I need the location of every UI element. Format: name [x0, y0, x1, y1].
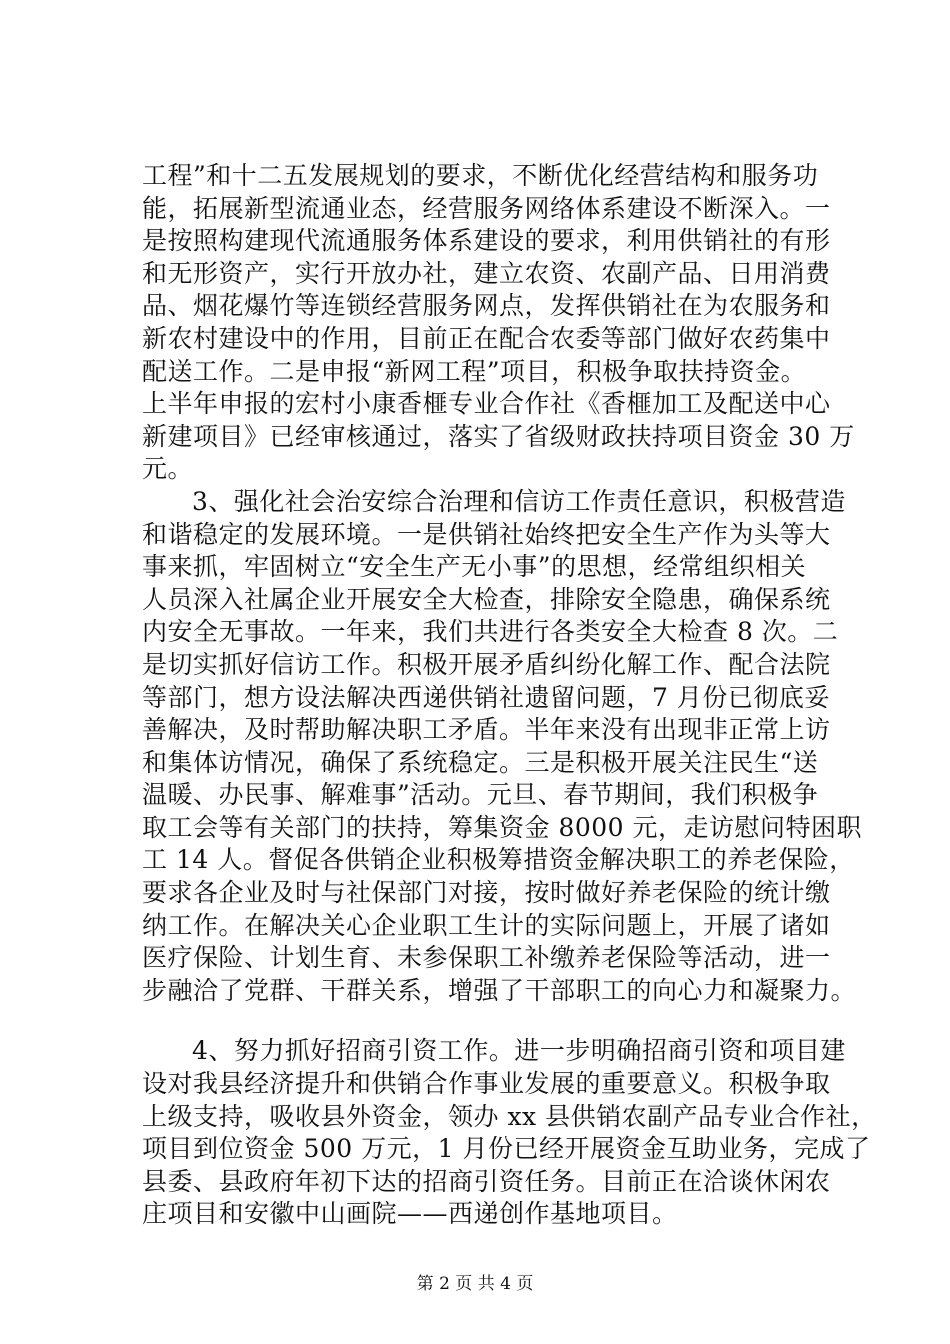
text-line: 步融洽了党群、干群关系，增强了干部职工的向心力和凝聚力。 [142, 975, 857, 1005]
text-line: 取工会等有关部门的扶持，筹集资金 8000 元，走访慰问特困职 [142, 812, 863, 842]
text-line: 4、努力抓好招商引资工作。进一步明确招商引资和项目建 [192, 1036, 846, 1066]
text-line: 县委、县政府年初下达的招商引资任务。目前正在洽谈休闲农 [142, 1166, 831, 1196]
text-line: 温暖、办民事、解难事”活动。元旦、春节期间，我们积极争 [142, 780, 819, 810]
text-line: 纳工作。在解决关心企业职工生计的实际问题上，开展了诸如 [142, 910, 831, 940]
text-line: 设对我县经济提升和供销合作事业发展的重要意义。积极争取 [142, 1069, 831, 1099]
text-line: 医疗保险、计划生育、未参保职工补缴养老保险等活动，进一 [142, 943, 831, 973]
text-line: 项目到位资金 500 万元，1 月份已经开展资金互助业务，完成了 [142, 1134, 871, 1164]
paragraph-2-continued [142, 160, 855, 486]
text-line: 等部门，想方设法解决西递供销社遗留问题，7 月份已彻底妥 [142, 682, 830, 712]
text-line: 事来抓，牢固树立“安全生产无小事”的思想，经常组织相关 [142, 552, 807, 582]
document-body [142, 160, 877, 1231]
text-line: 是切实抓好信访工作。积极开展矛盾纠纷化解工作、配合法院 [142, 649, 831, 679]
paragraph-3 [142, 486, 863, 1008]
text-line: 要求各企业及时与社保部门对接，按时做好养老保险的统计缴 [142, 878, 831, 908]
text-line: 和集体访情况，确保了系统稳定。三是积极开展关注民生“送 [142, 747, 819, 777]
text-line: 上半年申报的宏村小康香榧专业合作社《香榧加工及配送中心 [142, 389, 831, 419]
text-line: 品、烟花爆竹等连锁经营服务网点，发挥供销社在为农服务和 [142, 291, 831, 321]
text-line: 人员深入社属企业开展安全大检查，排除安全隐患，确保系统 [142, 584, 831, 614]
text-line: 内安全无事故。一年来，我们共进行各类安全大检查 8 次。二 [142, 617, 839, 647]
text-line: 工 14 人。督促各供销企业积极筹措资金解决职工的养老保险， [142, 845, 855, 875]
paragraph-4 [142, 1035, 877, 1231]
text-line: 是按照构建现代流通服务体系建设的要求，利用供销社的有形 [142, 226, 831, 256]
text-line: 工程”和十二五发展规划的要求，不断优化经营结构和服务功 [142, 161, 819, 190]
text-line: 元。 [142, 454, 194, 484]
text-line: 能，拓展新型流通业态，经营服务网络体系建设不断深入。一 [142, 193, 831, 223]
text-line: 新农村建设中的作用，目前正在配合农委等部门做好农药集中 [142, 323, 831, 353]
text-line: 上级支持，吸收县外资金，领办 xx 县供销农副产品专业合作社， [142, 1101, 877, 1131]
text-line: 和无形资产，实行开放办社，建立农资、农副产品、日用消费 [142, 258, 831, 288]
text-line: 配送工作。二是申报“新网工程”项目，积极争取扶持资金。 [142, 356, 807, 386]
text-line: 新建项目》已经审核通过，落实了省级财政扶持项目资金 30 万 [142, 421, 855, 451]
text-line: 3、强化社会治安综合治理和信访工作责任意识，积极营造 [192, 486, 846, 516]
text-line: 善解决，及时帮助解决职工矛盾。半年来没有出现非正常上访 [142, 715, 831, 745]
page-number-footer: 第 2 页 共 4 页 [416, 1274, 534, 1294]
text-line: 和谐稳定的发展环境。一是供销社始终把安全生产作为头等大 [142, 519, 831, 549]
paragraph-spacer [142, 1007, 822, 1035]
text-line: 庄项目和安徽中山画院——西递创作基地项目。 [142, 1199, 678, 1229]
